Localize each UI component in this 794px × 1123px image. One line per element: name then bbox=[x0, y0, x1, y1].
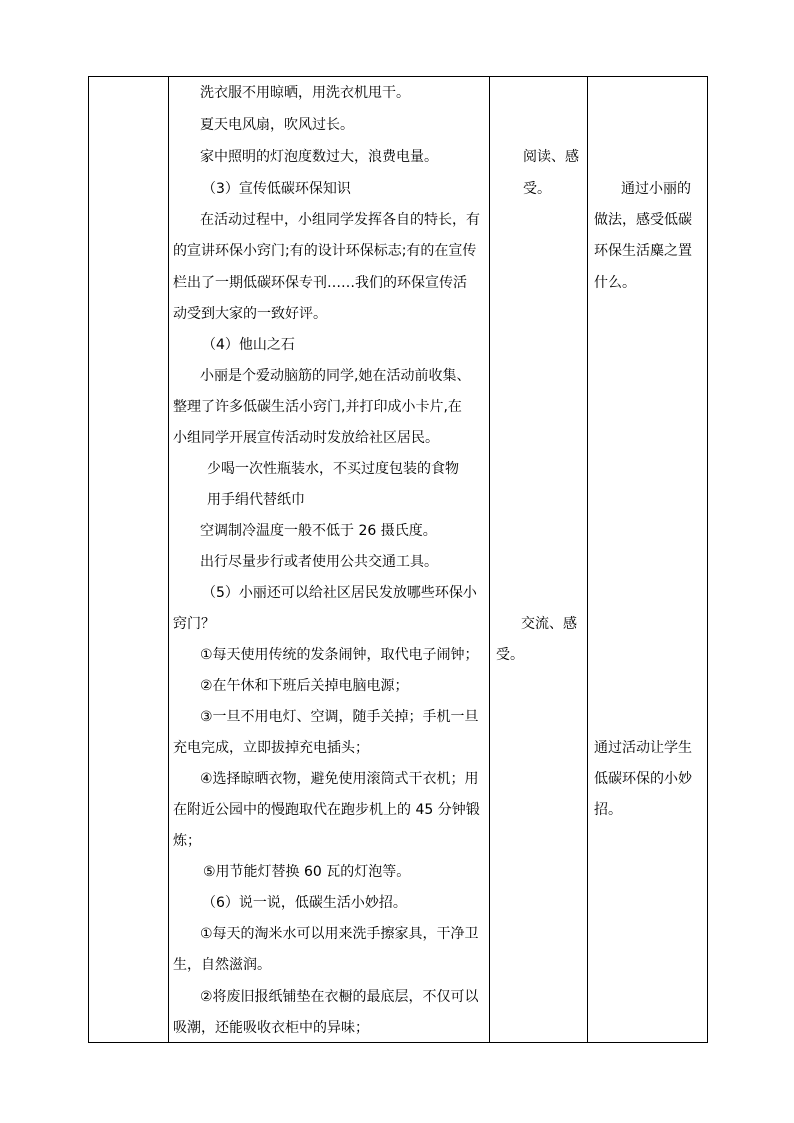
section-column-cell bbox=[89, 77, 169, 1043]
intent-line: 做法，感受低碳 bbox=[594, 212, 692, 228]
list-item: ①每天的淘米水可以用来洗手擦家具，干净卫 bbox=[200, 926, 479, 942]
list-item: ①每天使用传统的发条闹钟，取代电子闹钟； bbox=[200, 647, 479, 663]
activity-line: 受。 bbox=[496, 647, 524, 663]
content-line: 家中照明的灯泡度数过大，浪费电量。 bbox=[200, 149, 438, 165]
content-line: 在活动过程中，小组同学发挥各自的特长，有 bbox=[200, 212, 480, 228]
section-heading-5: （5）小丽还可以给社区居民发放哪些环保小 bbox=[202, 585, 477, 601]
activity-line: 阅读、感 bbox=[523, 149, 579, 165]
intent-line: 环保生活麋之置 bbox=[594, 243, 692, 259]
tip-line: 出行尽量步行或者使用公共交通工具。 bbox=[200, 554, 438, 570]
intent-line: 通过小丽的 bbox=[621, 181, 691, 197]
lesson-plan-table bbox=[88, 76, 708, 1043]
list-item-continued: 吸潮，还能吸收衣柜中的异味； bbox=[173, 1020, 369, 1036]
list-item-continued: 充电完成，立即拔掉充电插头； bbox=[173, 740, 369, 756]
intent-line: 招。 bbox=[594, 802, 622, 818]
list-item-continued: 生，自然滋润。 bbox=[173, 957, 271, 973]
tip-line: 用手绢代替纸巾 bbox=[207, 492, 305, 508]
section-heading-3: （3）宣传低碳环保知识 bbox=[202, 181, 351, 197]
content-line: 动受到大家的一致好评。 bbox=[173, 306, 327, 322]
section-heading-4: （4）他山之石 bbox=[202, 337, 295, 353]
list-item: ③一旦不用电灯、空调，随手关掉；手机一旦 bbox=[200, 709, 479, 725]
list-item: ②将废旧报纸铺垫在衣橱的最底层，不仅可以 bbox=[200, 989, 479, 1005]
tip-line: 空调制冷温度一般不低于 26 摄氏度。 bbox=[200, 523, 437, 539]
content-line: 的宣讲环保小窍门;有的设计环保标志;有的在宣传 bbox=[173, 243, 477, 259]
student-activity-cell bbox=[490, 77, 588, 1043]
content-line: 栏出了一期低碳环保专刊……我们的环保宣传活 bbox=[173, 275, 467, 291]
content-line: 洗衣服不用晾晒，用洗衣机甩干。 bbox=[200, 85, 410, 101]
activity-line: 交流、感 bbox=[521, 616, 577, 632]
activity-line: 受。 bbox=[523, 181, 551, 197]
list-item: ④选择晾晒衣物，避免使用滚筒式干衣机；用 bbox=[200, 771, 479, 787]
content-line: 小丽是个爱动脑筋的同学,她在活动前收集、 bbox=[200, 368, 471, 384]
content-line: 整理了许多低碳生活小窍门,并打印成小卡片,在 bbox=[173, 399, 462, 415]
list-item: ⑤用节能灯替换 60 瓦的灯泡等。 bbox=[203, 864, 411, 880]
section-heading-6: （6）说一说，低碳生活小妙招。 bbox=[202, 895, 407, 911]
content-line: 窍门？ bbox=[173, 616, 215, 632]
list-item-continued: 在附近公园中的慢跑取代在跑步机上的 45 分钟锻 bbox=[173, 802, 480, 818]
content-line: 夏天电风扇，吹风过长。 bbox=[200, 117, 354, 133]
tip-line: 少喝一次性瓶装水，不买过度包装的食物 bbox=[207, 461, 459, 477]
intent-line: 通过活动让学生 bbox=[594, 740, 692, 756]
design-intent-cell bbox=[588, 77, 708, 1043]
table-row bbox=[89, 77, 708, 1043]
intent-line: 低碳环保的小妙 bbox=[594, 771, 692, 787]
teaching-content-cell bbox=[169, 77, 490, 1043]
list-item-continued: 炼； bbox=[173, 833, 201, 849]
list-item: ②在午休和下班后关掉电脑电源； bbox=[200, 678, 409, 694]
intent-line: 什么。 bbox=[594, 275, 636, 291]
content-line: 小组同学开展宣传活动时发放给社区居民。 bbox=[173, 430, 439, 446]
